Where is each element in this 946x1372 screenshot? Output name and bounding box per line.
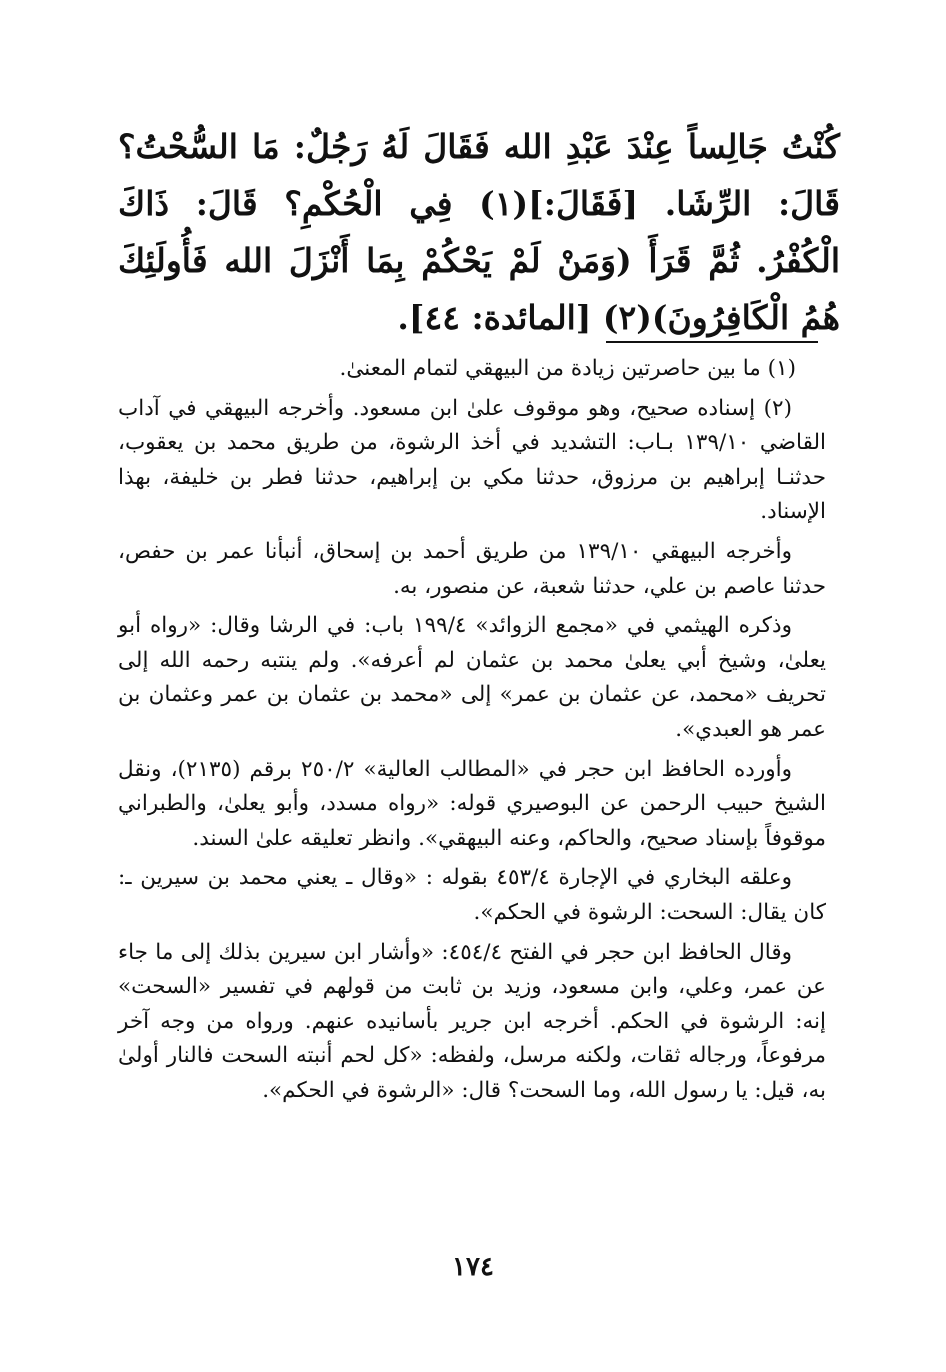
footnote-paragraph: وذكره الهيثمي في «مجمع الزوائد» ١٩٩/٤ باب: في الرشا وقال: «رواه أبو يعلىٰ، وشيخ أبي يعلىٰ محمد بن عثمان لم أعرفه». ولم ينتبه رحمه الله إلى تحريف «محمد، عن عثمان بن عمر» إلى «محمد بن عثمان بن عمر وعثمان بن عمر هو العبدي». [118,613,826,742]
footnote-1: (١) ما بين حاصرتين زيادة من البيهقي لتمام المعنىٰ. [339,356,796,381]
footnote-2: (٢) إسناده صحيح، وهو موقوف علىٰ ابن مسعود. وأخرجه البيهقي في آداب القاضي ١٣٩/١٠ بـاب: التشديد في أخذ الرشوة، من طريق محمد بن يعقوب، حدثنـا إبراهيم بن مرزوق، حدثنا مكي بن إبراهيم، حدثنا فطر بن خليفة، بهذا الإسناد. [118,395,826,525]
main-text: كُنْتُ جَالِساً عِنْدَ عَبْدِ الله فَقَالَ لَهُ رَجُلٌ: مَا السُّحْتُ؟ قَالَ: الرِّشَا. [فَقَالَ:](١) فِي الْحُكْمِ؟ قَالَ: ذَاكَ الْكُفْرُ. ثُمَّ قَرَأَ (وَمَنْ لَمْ يَحْكُمْ بِمَا أَنْزَلَ الله فَأُولَئِكَ هُمُ الْكَافِرُونَ)(٢) [المائدة: ٤٤]. [118,127,840,337]
footnotes [118,352,826,1113]
footnote-paragraph: وعلقه البخاري في الإجارة ٤٥٣/٤ بقوله : «وقال ـ يعني محمد بن سيرين ـ: كان يقال: السحت: الرشوة في الحكم». [118,865,826,925]
footnote-separator [606,341,818,343]
footnote-paragraph: وأخرجه البيهقي ١٣٩/١٠ من طريق أحمد بن إسحاق، أنبأنا عمر بن حفص، حدثنا عاصم بن علي، حدثنا شعبة، عن منصور، به. [118,538,826,599]
footnote-paragraph: وأورده الحافظ ابن حجر في «المطالب العالية» ٢٥٠/٢ برقم (٢١٣٥)، ونقل الشيخ حبيب الرحمن عن البوصيري قوله: «رواه مسدد، وأبو يعلىٰ، والطبراني موقوفاً بإسناد صحيح، والحاكم، وعنه البيهقي». وانظر تعليقه علىٰ السند. [118,756,826,851]
page-number: ١٧٤ [452,1252,494,1282]
footnote-paragraph: وقال الحافظ ابن حجر في الفتح ٤٥٤/٤: «وأشار ابن سيرين بذلك إلى ما جاء عن عمر، وعلي، وابن مسعود، وزيد بن ثابت من قولهم في تفسير «السحت» إنه: الرشوة في الحكم. أخرجه ابن جرير بأسانيده عنهم. ورواه من وجه آخر مرفوعاً، ورجاله ثقات، ولكنه مرسل، ولفظه: «كل لحم أنبته السحت فالنار أولىٰ به، قيل: يا رسول الله، وما السحت؟ قال: «الرشوة في الحكم». [118,939,826,1103]
